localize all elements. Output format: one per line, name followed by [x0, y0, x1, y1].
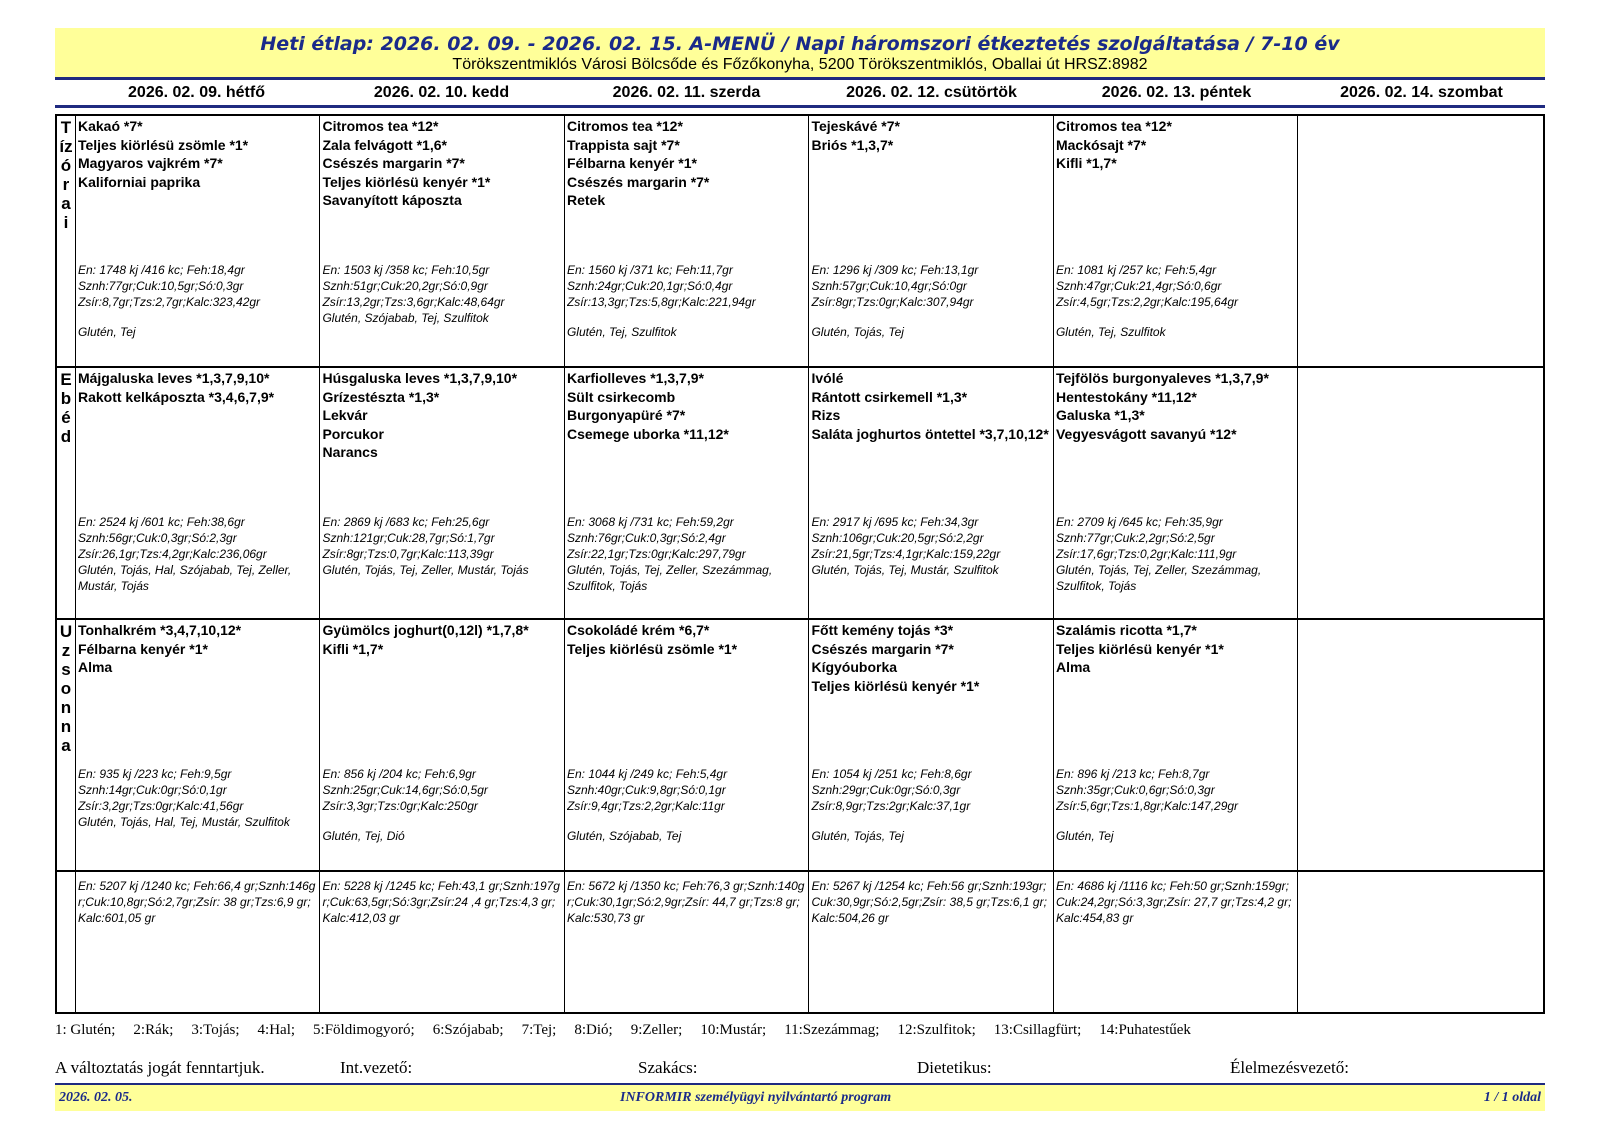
nutrition-line: Sznh:24gr;Cuk:20,1gr;Só:0,4gr: [566, 279, 733, 293]
dish-item: Vegyesvágott savanyú *12*: [1055, 425, 1237, 442]
dish-item: Teljes kiörlésü zsömle *1*: [566, 640, 738, 657]
dish-item: Hentestokány *11,12*: [1055, 388, 1197, 405]
nutrition-line: En: 1081 kj /257 kc; Feh:5,4gr: [1055, 263, 1217, 277]
menu-cell-breakfast-sat: [1298, 116, 1543, 366]
nutrition-line: En: 856 kj /204 kc; Feh:6,9gr: [322, 767, 476, 781]
nutrition-info: [567, 262, 808, 340]
nutrition-values: [811, 262, 1052, 310]
nutrition-values: [567, 262, 808, 310]
nutrition-line: Zsír:8,7gr;Tzs:2,7gr;Kalc:323,42gr: [77, 295, 261, 309]
meal-label-letter: a: [61, 194, 71, 213]
meal-label-letter: d: [60, 427, 72, 446]
dish-item: Citromos tea *12*: [1055, 118, 1172, 134]
menu-cell-snack-sat: [1298, 620, 1543, 870]
meal-label-letter: i: [63, 213, 69, 232]
dish-item: Szalámis ricotta *1,7*: [1055, 622, 1197, 638]
day-header-mon: 2026. 02. 09. hétfő: [128, 84, 265, 101]
allergen-list: Glutén, Tej: [77, 325, 136, 339]
nutrition-line: Zsír:13,3gr;Tzs:5,8gr;Kalc:221,94gr: [566, 295, 756, 309]
allergen-list: Glutén, Tojás, Tej, Zeller, Mustár, Tojás: [322, 563, 529, 577]
meal-label-lunch: [57, 368, 76, 618]
allergen-legend: [55, 1022, 1545, 1039]
nutrition-values: [1056, 514, 1297, 562]
dish-item: Gyümölcs joghurt(0,12l) *1,7,8*: [322, 622, 529, 638]
menu-cell-breakfast-fri: [1054, 116, 1299, 366]
sign-dietetikus: Dietetikus:: [917, 1058, 992, 1077]
dish-item: Citromos tea *12*: [566, 118, 683, 134]
meal-label-letter: E: [60, 370, 72, 389]
allergen-list: Glutén, Tej, Szulfitok: [566, 325, 677, 339]
nutrition-values: [78, 766, 319, 814]
day-header-spacer: [55, 82, 74, 105]
allergen-legend-item: 6:Szójabab;: [432, 1022, 504, 1038]
allergen-list: Glutén, Tej, Dió: [322, 829, 405, 843]
nutrition-line: Zsír:8gr;Tzs:0,7gr;Kalc:113,39gr: [322, 547, 494, 561]
day-header-sat: 2026. 02. 14. szombat: [1340, 84, 1503, 101]
nutrition-line: Zsír:17,6gr;Tzs:0,2gr;Kalc:111,9gr: [1055, 547, 1237, 561]
allergen-legend-item: 8:Dió;: [574, 1022, 613, 1038]
dish-item: Tonhalkrém *3,4,7,10,12*: [77, 622, 242, 638]
dish-item: Briós *1,3,7*: [811, 136, 894, 153]
allergen-legend-item: 13:Csillagfürt;: [993, 1022, 1082, 1038]
nutrition-line: Sznh:47gr;Cuk:21,4gr;Só:0,6gr: [1055, 279, 1222, 293]
dish-item: Teljes kiörlésü zsömle *1*: [77, 136, 249, 153]
dish-item: Félbarna kenyér *1*: [566, 155, 697, 171]
nutrition-line: Zsír:5,6gr;Tzs:1,8gr;Kalc:147,29gr: [1055, 799, 1239, 813]
allergen-legend-item: 14:Puhatestűek: [1099, 1022, 1191, 1038]
totals-cell-tue: [320, 872, 565, 1012]
dish-item: Kakaó *7*: [77, 118, 143, 134]
nutrition-info: [1056, 514, 1297, 594]
daily-totals: En: 5267 kj /1254 kc; Feh:56 gr;Sznh:193gr;Cuk:30,9gr;Só:2,5gr;Zsír: 38,5 gr;Tzs:6,1 gr;Kalc:504,26 gr: [811, 879, 1047, 925]
dish-item: Karfiolleves *1,3,7,9*: [566, 370, 704, 386]
dish-item: Retek: [566, 192, 606, 208]
allergen-legend-item: 11:Szezámmag;: [784, 1022, 880, 1038]
menu-cell-snack-fri: [1054, 620, 1299, 870]
nutrition-line: Sznh:77gr;Cuk:10,5gr;Só:0,3gr: [77, 279, 244, 293]
nutrition-values: [322, 262, 563, 310]
meal-label-letter: r: [62, 175, 70, 194]
nutrition-line: Zsír:8,9gr;Tzs:2gr;Kalc:37,1gr: [811, 799, 971, 813]
dish-item: Mackósajt *7*: [1055, 136, 1147, 153]
nutrition-info: [78, 766, 319, 830]
meal-label-letter: n: [60, 698, 72, 717]
dish-item: Félbarna kenyér *1*: [77, 640, 208, 657]
dish-item: Rizs: [811, 407, 841, 423]
dish-item: Csemege uborka *11,12*: [566, 425, 729, 442]
nutrition-line: En: 2709 kj /645 kc; Feh:35,9gr: [1055, 515, 1223, 529]
meal-row-lunch: [57, 368, 1543, 620]
dish-item: Teljes kiörlésü kenyér *1*: [322, 173, 491, 190]
meal-label-letter: b: [60, 389, 72, 408]
dish-item: Saláta joghurtos öntettel *3,7,10,12*: [811, 425, 1049, 442]
dish-item: Lekvár: [322, 407, 368, 423]
totals-cell-sat: [1298, 872, 1543, 1012]
menu-cell-breakfast-tue: [320, 116, 565, 366]
meal-label-letter: íz: [59, 137, 73, 156]
menu-grid: [55, 114, 1545, 1014]
sign-szakacs: Szakács:: [638, 1058, 698, 1077]
daily-totals-row: [57, 872, 1543, 1012]
nutrition-line: Zsír:26,1gr;Tzs:4,2gr;Kalc:236,06gr: [77, 547, 267, 561]
allergen-legend-item: 1: Glutén;: [55, 1022, 116, 1038]
nutrition-info: [811, 766, 1052, 844]
meal-label-snack: [57, 620, 76, 870]
nutrition-info: [322, 514, 563, 578]
allergen-legend-item: 12:Szulfitok;: [897, 1022, 976, 1038]
meal-label-letter: n: [60, 717, 72, 736]
nutrition-line: En: 935 kj /223 kc; Feh:9,5gr: [77, 767, 232, 781]
nutrition-line: Zsír:22,1gr;Tzs:0gr;Kalc:297,79gr: [566, 547, 746, 561]
allergen-legend-item: 5:Földimogyoró;: [313, 1022, 415, 1038]
nutrition-line: En: 1044 kj /249 kc; Feh:5,4gr: [566, 767, 728, 781]
nutrition-line: En: 1296 kj /309 kc; Feh:13,1gr: [811, 263, 979, 277]
nutrition-line: Sznh:35gr;Cuk:0,6gr;Só:0,3gr: [1055, 783, 1215, 797]
sign-elelmezesvezeto: Élelmezésvezető:: [1230, 1058, 1349, 1077]
dish-item: Alma: [77, 659, 113, 675]
day-header-row: [55, 82, 1545, 108]
dish-item: Húsgaluska leves *1,3,7,9,10*: [322, 370, 518, 386]
nutrition-line: En: 2869 kj /683 kc; Feh:25,6gr: [322, 515, 490, 529]
allergen-list: Glutén, Tej: [1055, 829, 1114, 843]
nutrition-line: En: 2524 kj /601 kc; Feh:38,6gr: [77, 515, 245, 529]
dish-item: Alma: [1055, 659, 1091, 675]
menu-cell-snack-mon: [76, 620, 321, 870]
nutrition-values: [322, 514, 563, 562]
dish-item: Főtt kemény tojás *3*: [811, 622, 954, 638]
meal-row-breakfast: [57, 116, 1543, 368]
nutrition-line: Zsír:3,2gr;Tzs:0gr;Kalc:41,56gr: [77, 799, 244, 813]
dish-item: Csokoládé krém *6,7*: [566, 622, 710, 638]
day-header-fri: 2026. 02. 13. péntek: [1101, 84, 1252, 101]
menu-cell-lunch-mon: [76, 368, 321, 618]
dish-item: Zala felvágott *1,6*: [322, 136, 447, 153]
nutrition-line: Zsír:9,4gr;Tzs:2,2gr;Kalc:11gr: [566, 799, 725, 813]
nutrition-values: [811, 514, 1052, 562]
nutrition-line: En: 1054 kj /251 kc; Feh:8,6gr: [811, 767, 972, 781]
meal-label-letter: ó: [60, 156, 72, 175]
nutrition-line: Sznh:25gr;Cuk:14,6gr;Só:0,5gr: [322, 783, 488, 797]
meal-label-letter: a: [61, 736, 71, 755]
dish-item: Rántott csirkemell *1,3*: [811, 388, 968, 405]
daily-totals: [1300, 873, 1541, 878]
nutrition-line: Zsír:4,5gr;Tzs:2,2gr;Kalc:195,64gr: [1055, 295, 1239, 309]
nutrition-line: Zsír:21,5gr;Tzs:4,1gr;Kalc:159,22gr: [811, 547, 1001, 561]
allergen-list: Glutén, Tej, Szulfitok: [1055, 325, 1166, 339]
totals-cell-wed: [565, 872, 810, 1012]
nutrition-line: Sznh:51gr;Cuk:20,2gr;Só:0,9gr: [322, 279, 488, 293]
nutrition-line: Sznh:77gr;Cuk:2,2gr;Só:2,5gr: [1055, 531, 1215, 545]
allergen-list: Glutén, Szójabab, Tej, Szulfitok: [322, 311, 489, 325]
nutrition-line: En: 3068 kj /731 kc; Feh:59,2gr: [566, 515, 734, 529]
dish-item: Csészés margarin *7*: [566, 173, 710, 190]
dish-item: Magyaros vajkrém *7*: [77, 155, 223, 171]
allergen-legend-item: 4:Hal;: [257, 1022, 296, 1038]
sign-int-vezeto: Int.vezető:: [340, 1058, 413, 1077]
allergen-list: Glutén, Tojás, Tej: [811, 829, 904, 843]
page-header: [55, 28, 1545, 80]
footer-program: INFORMIR személyügyi nyilvántartó program: [620, 1090, 892, 1105]
nutrition-info: [78, 262, 319, 340]
totals-cell-fri: [1054, 872, 1299, 1012]
day-header-thu: 2026. 02. 12. csütörtök: [846, 84, 1017, 101]
allergen-legend-item: 7:Tej;: [521, 1022, 557, 1038]
allergen-list: Glutén, Tojás, Tej: [811, 325, 904, 339]
dish-item: Porcukor: [322, 425, 384, 442]
nutrition-line: En: 1748 kj /416 kc; Feh:18,4gr: [77, 263, 245, 277]
dish-item: Citromos tea *12*: [322, 118, 439, 134]
dish-item: Sült csirkecomb: [566, 388, 676, 405]
nutrition-line: Sznh:56gr;Cuk:0,3gr;Só:2,3gr: [77, 531, 237, 545]
totals-label: [57, 872, 76, 1012]
daily-totals: En: 5207 kj /1240 kc; Feh:66,4 gr;Sznh:146gr;Cuk:10,8gr;Só:2,7gr;Zsír: 38 gr;Tzs:6,9 gr;Kalc:601,05 gr: [77, 879, 316, 925]
menu-cell-lunch-thu: [809, 368, 1054, 618]
dish-item: Csészés margarin *7*: [811, 640, 954, 657]
dish-item: Tejeskávé *7*: [811, 118, 900, 134]
nutrition-line: En: 1503 kj /358 kc; Feh:10,5gr: [322, 263, 490, 277]
nutrition-info: [1056, 262, 1297, 340]
allergen-legend-item: 10:Mustár;: [700, 1022, 767, 1038]
nutrition-values: [78, 514, 319, 562]
nutrition-line: En: 2917 kj /695 kc; Feh:34,3gr: [811, 515, 979, 529]
nutrition-info: [567, 514, 808, 594]
nutrition-line: Sznh:57gr;Cuk:10,4gr;Só:0gr: [811, 279, 967, 293]
dish-item: Grízestészta *1,3*: [322, 388, 440, 405]
dish-item: Galuska *1,3*: [1055, 407, 1145, 423]
meal-label-letter: U: [59, 622, 73, 641]
menu-cell-snack-tue: [320, 620, 565, 870]
nutrition-info: [1056, 766, 1297, 844]
menu-cell-breakfast-wed: [565, 116, 810, 366]
menu-cell-snack-thu: [809, 620, 1054, 870]
page-title: Heti étlap: 2026. 02. 09. - 2026. 02. 15. A-MENÜ / Napi háromszori étkeztetés szolgáltatása / 7-10 év: [260, 33, 1340, 55]
nutrition-line: En: 1560 kj /371 kc; Feh:11,7gr: [566, 263, 733, 277]
nutrition-line: Sznh:121gr;Cuk:28,7gr;Só:1,7gr: [322, 531, 495, 545]
footer-date: 2026. 02. 05.: [59, 1090, 133, 1105]
allergen-list: Glutén, Tojás, Tej, Zeller, Szezámmag, Szulfitok, Tojás: [566, 563, 773, 593]
meal-label-letter: z: [61, 641, 71, 660]
nutrition-values: [1056, 262, 1297, 310]
disclaimer: A változtatás jogát fenntartjuk.: [55, 1058, 265, 1077]
nutrition-line: Sznh:29gr;Cuk:0gr;Só:0,3gr: [811, 783, 961, 797]
dish-item: Csészés margarin *7*: [322, 155, 465, 171]
allergen-legend-item: 3:Tojás;: [191, 1022, 240, 1038]
daily-totals: En: 5228 kj /1245 kc; Feh:43,1 gr;Sznh:197gr;Cuk:63,5gr;Só:3gr;Zsír:24 ,4 gr;Tzs:4,3 gr;Kalc:412,03 gr: [322, 879, 560, 925]
dish-item: Narancs: [322, 444, 378, 460]
meal-label-letter: o: [60, 679, 72, 698]
dish-item: Burgonyapüré *7*: [566, 407, 686, 423]
dish-item: Kígyóuborka: [811, 659, 898, 675]
menu-cell-snack-wed: [565, 620, 810, 870]
dish-item: Trappista sajt *7*: [566, 136, 680, 153]
daily-totals: En: 4686 kj /1116 kc; Feh:50 gr;Sznh:159gr;Cuk:24,2gr;Só:3,3gr;Zsír: 27,7 gr;Tzs:4,2 gr;Kalc:454,83 gr: [1055, 879, 1292, 925]
nutrition-values: [567, 766, 808, 814]
allergen-list: Glutén, Szójabab, Tej: [566, 829, 682, 843]
menu-cell-lunch-sat: [1298, 368, 1543, 618]
allergen-legend-item: 9:Zeller;: [630, 1022, 683, 1038]
menu-cell-lunch-tue: [320, 368, 565, 618]
totals-cell-thu: [809, 872, 1054, 1012]
dish-item: Májgaluska leves *1,3,7,9,10*: [77, 370, 270, 386]
meal-label-letter: é: [61, 408, 71, 427]
meal-label-letter: T: [60, 118, 72, 137]
dish-item: Ivólé: [811, 370, 844, 386]
nutrition-line: Zsír:8gr;Tzs:0gr;Kalc:307,94gr: [811, 295, 974, 309]
daily-totals: En: 5672 kj /1350 kc; Feh:76,3 gr;Sznh:140gr;Cuk:30,1gr;Só:2,9gr;Zsír: 44,7 gr;Tzs:8 gr;Kalc:530,73 gr: [566, 879, 805, 925]
dish-item: Savanyított káposzta: [322, 192, 462, 208]
footer-page: 1 / 1 oldal: [1483, 1090, 1541, 1105]
dish-item: Kifli *1,7*: [322, 640, 384, 657]
signature-line: [55, 1058, 1545, 1078]
meal-row-snack: [57, 620, 1543, 872]
nutrition-values: [1056, 766, 1297, 814]
dish-item: Rakott kelkáposzta *3,4,6,7,9*: [77, 388, 275, 405]
meal-label-breakfast: [57, 116, 76, 366]
nutrition-info: [811, 262, 1052, 340]
allergen-list: Glutén, Tojás, Tej, Mustár, Szulfitok: [811, 563, 999, 577]
nutrition-info: [811, 514, 1052, 578]
dish-item: Kaliforniai paprika: [77, 173, 201, 190]
nutrition-line: Sznh:106gr;Cuk:20,5gr;Só:2,2gr: [811, 531, 984, 545]
meal-label-letter: s: [61, 660, 71, 679]
nutrition-line: En: 896 kj /213 kc; Feh:8,7gr: [1055, 767, 1210, 781]
nutrition-values: [567, 514, 808, 562]
nutrition-info: [322, 766, 563, 844]
allergen-list: Glutén, Tojás, Hal, Szójabab, Tej, Zeller, Mustár, Tojás: [77, 563, 292, 593]
allergen-legend-item: 2:Rák;: [133, 1022, 174, 1038]
nutrition-info: [322, 262, 563, 326]
nutrition-line: Zsír:13,2gr;Tzs:3,6gr;Kalc:48,64gr: [322, 295, 505, 309]
allergen-list: Glutén, Tojás, Tej, Zeller, Szezámmag, Szulfitok, Tojás: [1055, 563, 1262, 593]
nutrition-line: Sznh:14gr;Cuk:0gr;Só:0,1gr: [77, 783, 227, 797]
nutrition-values: [322, 766, 563, 814]
dish-item: Kifli *1,7*: [1055, 155, 1117, 171]
dish-item: Teljes kiörlésü kenyér *1*: [1055, 640, 1224, 657]
totals-cell-mon: [76, 872, 321, 1012]
menu-cell-lunch-wed: [565, 368, 810, 618]
nutrition-info: [78, 514, 319, 594]
dish-item: Tejfölös burgonyaleves *1,3,7,9*: [1055, 370, 1269, 386]
nutrition-values: [811, 766, 1052, 814]
allergen-list: Glutén, Tojás, Hal, Tej, Mustár, Szulfitok: [77, 815, 290, 829]
menu-cell-lunch-fri: [1054, 368, 1299, 618]
nutrition-info: [567, 766, 808, 844]
page-footer: [55, 1083, 1545, 1111]
day-header-wed: 2026. 02. 11. szerda: [612, 84, 761, 101]
nutrition-line: Zsír:3,3gr;Tzs:0gr;Kalc:250gr: [322, 799, 478, 813]
nutrition-values: [78, 262, 319, 310]
menu-cell-breakfast-mon: [76, 116, 321, 366]
menu-cell-breakfast-thu: [809, 116, 1054, 366]
day-header-tue: 2026. 02. 10. kedd: [373, 84, 510, 101]
nutrition-line: Sznh:40gr;Cuk:9,8gr;Só:0,1gr: [566, 783, 726, 797]
dish-item: Teljes kiörlésü kenyér *1*: [811, 677, 980, 694]
nutrition-line: Sznh:76gr;Cuk:0,3gr;Só:2,4gr: [566, 531, 726, 545]
page-subtitle: Törökszentmiklós Városi Bölcsőde és Főzőkonyha, 5200 Törökszentmiklós, Oballai út HRSZ:8982: [452, 56, 1148, 73]
